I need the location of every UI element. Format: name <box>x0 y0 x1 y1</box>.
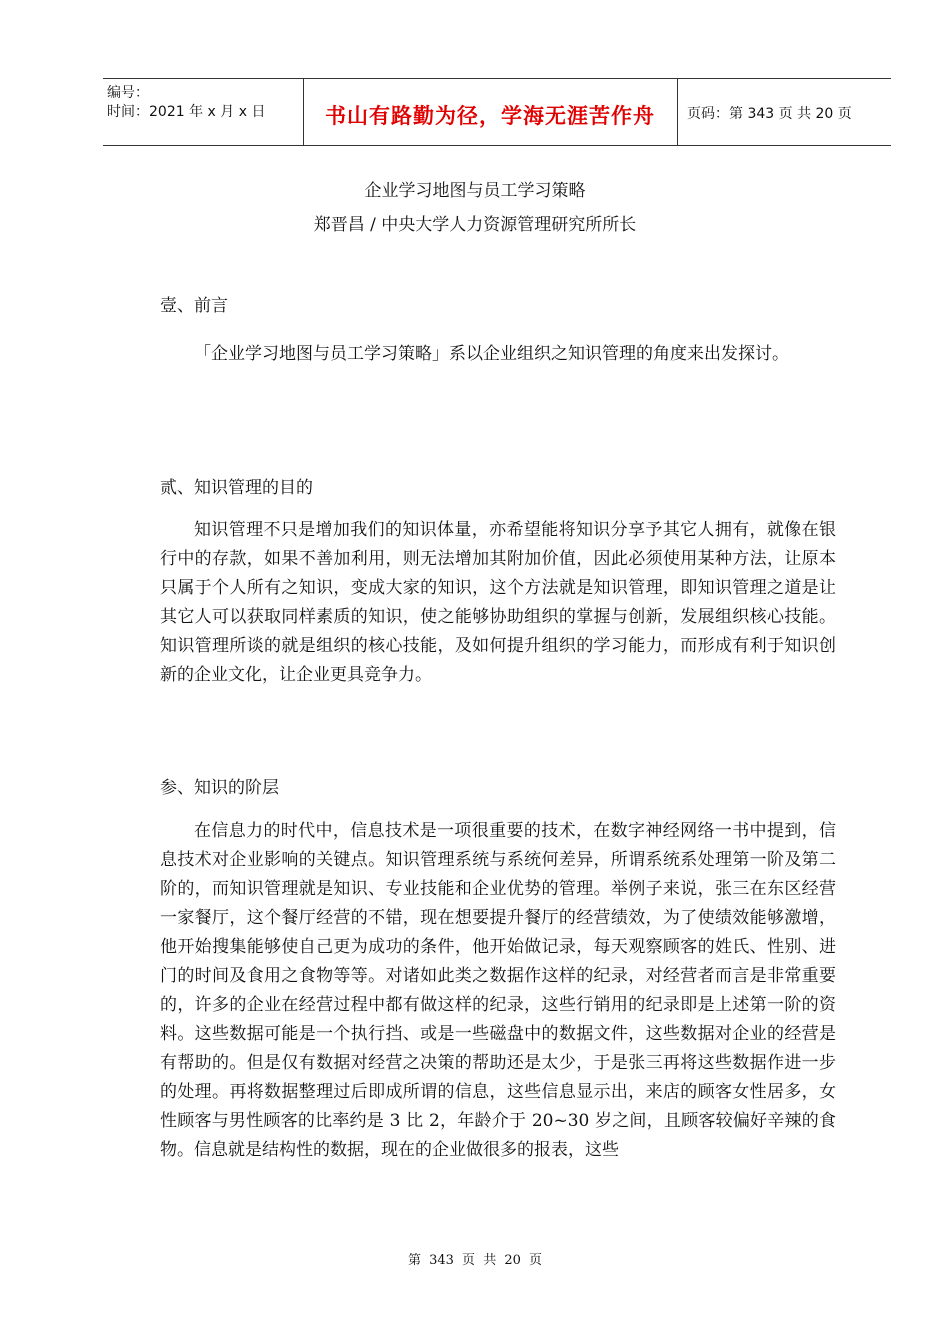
section-paragraph-preface: 「企业学习地图与员工学习策略」系以企业组织之知识管理的角度来出发探讨。 <box>194 344 789 364</box>
document-header <box>103 78 891 146</box>
document-title: 企业学习地图与员工学习策略 <box>364 181 586 201</box>
section-paragraph-purpose: 知识管理不只是增加我们的知识体量，亦希望能将知识分享予其它人拥有，就像在银行中的存款，如果不善加利用，则无法增加其附加价值，因此必须使用某种方法，让原本只属于个人所有之知识，变成大家的知识，这个方法就是知识管理，即知识管理之道是让其它人可以获取同样素质的知识，使之能够协助组织的掌握与创新，发展组织核心技能。知识管理所谈的就是组织的核心技能，及如何提升组织的学习能力，而形成有利于知识创新的企业文化，让企业更具竞争力。 <box>160 520 836 685</box>
header-motto-cell <box>303 79 678 145</box>
document-author: 郑晋昌 / 中央大学人力资源管理研究所所长 <box>313 215 637 235</box>
header-meta-cell <box>103 79 304 145</box>
page-footer: 第 343 页 共 20 页 <box>407 1253 543 1268</box>
section-heading-hierarchy: 参、知识的阶层 <box>160 778 279 798</box>
document-date: 时间：2021 年 x 月 x 日 <box>107 104 266 120</box>
header-motto: 书山有路勤为径，学海无涯苦作舟 <box>325 104 655 128</box>
header-page-info: 页码：第 343 页 共 20 页 <box>687 106 852 122</box>
section-heading-preface: 壹、前言 <box>160 296 228 316</box>
section-paragraph-hierarchy: 在信息力的时代中，信息技术是一项很重要的技术，在数字神经网络一书中提到，信息技术对企业影响的关键点。知识管理系统与系统何差异，所谓系统系处理第一阶及第二阶的，而知识管理就是知识、专业技能和企业优势的管理。举例子来说，张三在东区经营一家餐厅，这个餐厅经营的不错，现在想要提升餐厅的经营绩效，为了使绩效能够激增，他开始搜集能够使自己更为成功的条件，他开始做记录，每天观察顾客的姓氏、性别、进门的时间及食用之食物等等。对诸如此类之数据作这样的纪录，对经营者而言是非常重要的，许多的企业在经营过程中都有做这样的纪录，这些行销用的纪录即是上述第一阶的资料。这些数据可能是一个执行挡、或是一些磁盘中的数据文件，这些数据对企业的经营是有帮助的。但是仅有数据对经营之决策的帮助还是太少，于是张三再将这些数据作进一步的处理。再将数据整理过后即成所谓的信息，这些信息显示出，来店的顾客女性居多，女性顾客与男性顾客的比率约是 3 比 2，年龄介于 20~30 岁之间，且顾客较偏好辛辣的食物。信息就是结构性的数据，现在的企业做很多的报表，这些 <box>160 821 836 1160</box>
document-number-label: 编号： <box>107 85 149 101</box>
section-heading-purpose: 贰、知识管理的目的 <box>160 478 313 498</box>
header-page-cell <box>677 79 891 145</box>
